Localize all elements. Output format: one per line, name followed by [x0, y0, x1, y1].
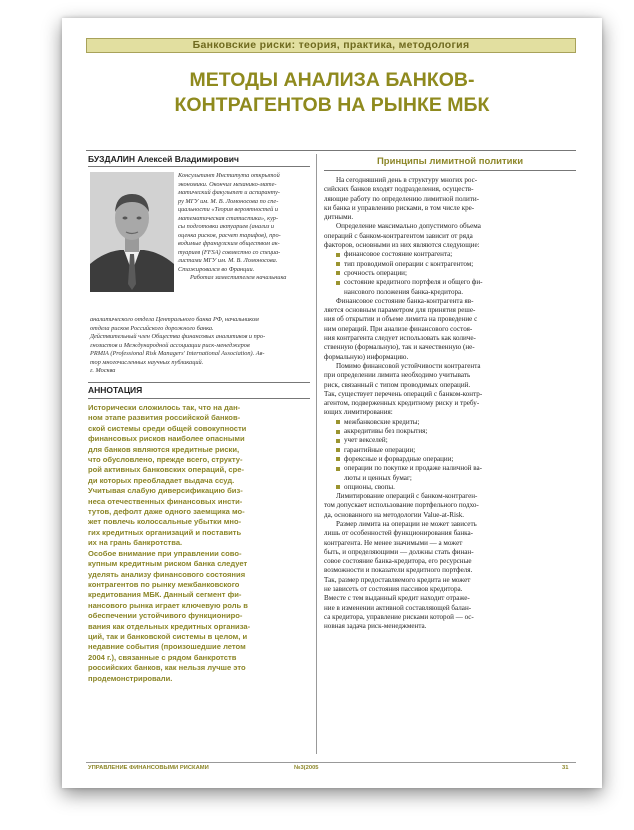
body-line: Финансовое состояние банка-контрагента яв- [336, 296, 474, 305]
body-line: ственную (формальную), так и качественную (не- [324, 343, 475, 352]
annotation-line: рой активных банковских операций, сре- [88, 465, 245, 475]
body-line: новная задача риск-менеджмента. [324, 622, 427, 631]
list-item: состояние кредитного портфеля и общего фи- [324, 278, 576, 287]
body-line: быть, и определяющими — должны стать финан- [324, 547, 474, 556]
operations-list-end [324, 483, 576, 492]
magazine-page [62, 18, 602, 788]
bio-line: сы подготовки актуариев (анализ и [178, 223, 275, 230]
body-line: На сегодняшний день в структуру многих рос- [336, 176, 478, 184]
author-photo [90, 172, 174, 292]
bio-line: PRMIA (Professional Risk Managers' International Association). Ав- [90, 350, 265, 357]
section-body [324, 176, 576, 632]
list-item: аккредитивы без покрытия; [324, 427, 576, 436]
annotation-text [88, 403, 308, 684]
bio-line: Стажировался во Франции. [178, 265, 255, 273]
annotation-line: что обусловлено, прежде всего, структу- [88, 455, 243, 465]
body-line: риск, связанный с типом проводимых операций. [324, 380, 471, 389]
body-line: дитными. [324, 213, 354, 222]
body-line: формальную) информацию. [324, 352, 409, 361]
annotation-line: продемонстрировали. [88, 673, 173, 683]
body-line: контрагента. Не менее значимыми — а может [324, 538, 463, 547]
title-line-1: МЕТОДЫ АНАЛИЗА БАНКОВ- [189, 69, 475, 91]
annotation-line: для банков являются кредитные риски, [88, 444, 240, 454]
bio-line: тор многочисленных научных публикаций. [90, 358, 204, 366]
annotation-line: купным кредитным риском банка следует [88, 559, 248, 569]
author-name: БУЗДАЛИН Алексей Владимирович [88, 154, 239, 164]
body-line: Определение максимально допустимого объема [336, 222, 481, 231]
body-line: ляется основным параметром для принятия реше- [324, 306, 476, 315]
list-item: форексные и форвардные операции; [324, 455, 576, 464]
body-line: нансового положения банка-кредитора. [344, 287, 463, 296]
annotation-line: финансовых рисков наиболее опасными [88, 434, 245, 444]
list-item: опционы, свопы. [324, 483, 576, 492]
bio-line: циальности «Теория вероятностей и [178, 206, 278, 213]
factors-list [324, 250, 576, 287]
body-line: люты и ценных бумаг; [344, 473, 412, 482]
list-item: срочность операции; [324, 269, 576, 278]
body-line: ния контрагента следует использовать как количе- [324, 334, 476, 343]
operations-list [324, 418, 576, 474]
author-bio-continued [90, 316, 310, 376]
body-line: том допускает использование портфельного подхо- [324, 501, 479, 510]
annotation-heading: АННОТАЦИЯ [88, 385, 143, 395]
annotation-rule-top [88, 382, 310, 383]
bio-line: туариев (FFSA) совместно со специа- [178, 248, 281, 256]
annotation-line: нансового рынка играет ключевую роль в [88, 600, 248, 610]
bio-line: листами МГУ им. М. В. Ломоносова. [178, 257, 278, 264]
bio-line: водимые французским обществом ак- [178, 240, 280, 247]
top-rule [86, 150, 576, 151]
body-line: Размер лимита на операции не может зависеть [336, 519, 477, 528]
annotation-line: их на грань банкротства. [88, 538, 183, 548]
bio-line: Работал заместителем начальника [190, 274, 287, 281]
author-bio [178, 172, 310, 283]
annotation-line: обеспечении устойчивого функциониро- [88, 611, 243, 621]
column-divider [316, 154, 317, 754]
body-line: при определении лимита необходимо учитывать [324, 371, 471, 380]
annotation-line: контрагентов по рынку межбанковского [88, 579, 240, 589]
section-banner: Банковские риски: теория, практика, методология [86, 38, 576, 53]
body-line: ния об открытии и объеме лимита на проведение с [324, 315, 478, 324]
page-number: 31 [562, 765, 569, 771]
body-line: операций с банком-контрагентом зависит от ряда [324, 231, 473, 240]
annotation-line: российских банков, как нельзя лучше это [88, 663, 246, 673]
article-title [82, 68, 582, 118]
bio-line: г. Москва [90, 367, 116, 374]
body-line: да, основанного на методологии Value-at-Risk. [324, 510, 465, 519]
title-line-2: КОНТРАГЕНТОВ НА РЫНКЕ МБК [174, 94, 490, 116]
list-item: учет векселей; [324, 436, 576, 445]
list-item: тип проводимой операции с контрагентом; [324, 260, 576, 269]
bio-line: гнозистов и Международной ассоциации риск-менеджеров [90, 341, 250, 349]
list-item: операции по покупке и продаже наличной ва- [324, 464, 576, 473]
bio-line: отдела рисков Российского дорожного банка. [90, 324, 214, 332]
annotation-line: кредитования МБК. Данный сегмент фи- [88, 590, 242, 600]
author-rule [88, 166, 310, 167]
bio-line: аналитического отдела Центрального банка РФ, начальником [90, 316, 259, 323]
annotation-line: тутов, дефолт даже одного заемщика мо- [88, 507, 245, 517]
annotation-line: гих кредитных организаций и поставить [88, 527, 242, 537]
body-line: ляющие работу по определению лимитной полити- [324, 194, 480, 203]
section-rule [324, 170, 576, 171]
annotation-line: вания как отдельных кредитных организа- [88, 621, 251, 631]
body-line: ки банка и управлению рисками, в том числе кре- [324, 203, 475, 212]
bio-line: экономики. Окончил механико-мате- [178, 180, 277, 188]
body-line: не зависеть от состояния пассивов кредитора. [324, 585, 463, 594]
annotation-line: ди которых преобладает выдача ссуд. [88, 475, 235, 485]
footer-issue: №3(2005 [294, 765, 319, 771]
annotation-rule-bottom [88, 398, 310, 399]
bio-line: Консультант Института открытой [178, 172, 280, 179]
bio-line: математическая статистика», кур- [178, 214, 279, 222]
annotation-line: неса отечественных финансовых инсти- [88, 496, 243, 506]
annotation-line: Учитывая слабую диверсификацию биз- [88, 486, 243, 496]
body-line: лишь от особенностей функционирования банка- [324, 529, 473, 538]
footer-journal: УПРАВЛЕНИЕ ФИНАНСОВЫМИ РИСКАМИ [88, 765, 209, 771]
body-line: Вместе с тем выданный кредит находит отраже- [324, 594, 470, 603]
body-line: Так, размер предоставляемого кредита не может [324, 575, 471, 584]
body-line: Лимитирование операций с банком-контраген- [336, 492, 478, 501]
annotation-line: Особое внимание при управлении сово- [88, 548, 242, 558]
annotation-line: жет повлечь колоссальные убытки мно- [88, 517, 242, 527]
body-line: агентом, подверженных кредитному риску и требу- [324, 399, 480, 408]
body-line: ющих лимитирования: [324, 408, 393, 417]
annotation-line: ций, так и банковской системы в целом, и [88, 631, 248, 641]
body-line: ним операций. При анализе финансового состоя- [324, 324, 473, 333]
bio-line: матический факультет и аспиранту- [178, 189, 280, 196]
list-item: финансовое состояние контрагента; [324, 250, 576, 259]
body-line: ние в изменении активной составляющей балан- [324, 603, 472, 612]
annotation-line: ном этапе развития российской банков- [88, 413, 241, 423]
bio-line: ру МГУ им. М. В. Ломоносова по спе- [178, 197, 279, 205]
list-item: межбанковские кредиты; [324, 418, 576, 427]
body-line: совое состояние банка-кредитора, его ресурсные [324, 557, 472, 566]
body-line: Так, существует перечень операций с банком-контр- [324, 389, 483, 398]
bio-line: оценка рисков, расчет тарифов), про- [178, 231, 281, 239]
body-line: са кредитора, управление рисками которой — ос- [324, 612, 474, 621]
footer-rule [86, 762, 576, 763]
body-line: сийских банков входят подразделения, осуществ- [324, 185, 474, 194]
bio-line: Действительный член Общества финансовых аналитиков и про- [90, 333, 266, 340]
body-line: факторов, основными из них являются следующие: [324, 241, 480, 250]
annotation-line: 2004 г.), связанные с рядом банкротств [88, 652, 237, 662]
annotation-line: недавние события (произошедшие летом [88, 642, 246, 652]
body-line: возможности и показатели кредитного портфеля. [324, 566, 473, 575]
annotation-line: ской системы среди общей совокупности [88, 423, 247, 433]
annotation-line: уделять анализу финансового состояния [88, 569, 246, 579]
annotation-line: Исторически сложилось так, что на дан- [88, 403, 241, 412]
body-line: Помимо финансовой устойчивости контрагента [336, 361, 481, 370]
list-item: гарантийные операции; [324, 446, 576, 455]
section-heading: Принципы лимитной политики [376, 156, 524, 167]
